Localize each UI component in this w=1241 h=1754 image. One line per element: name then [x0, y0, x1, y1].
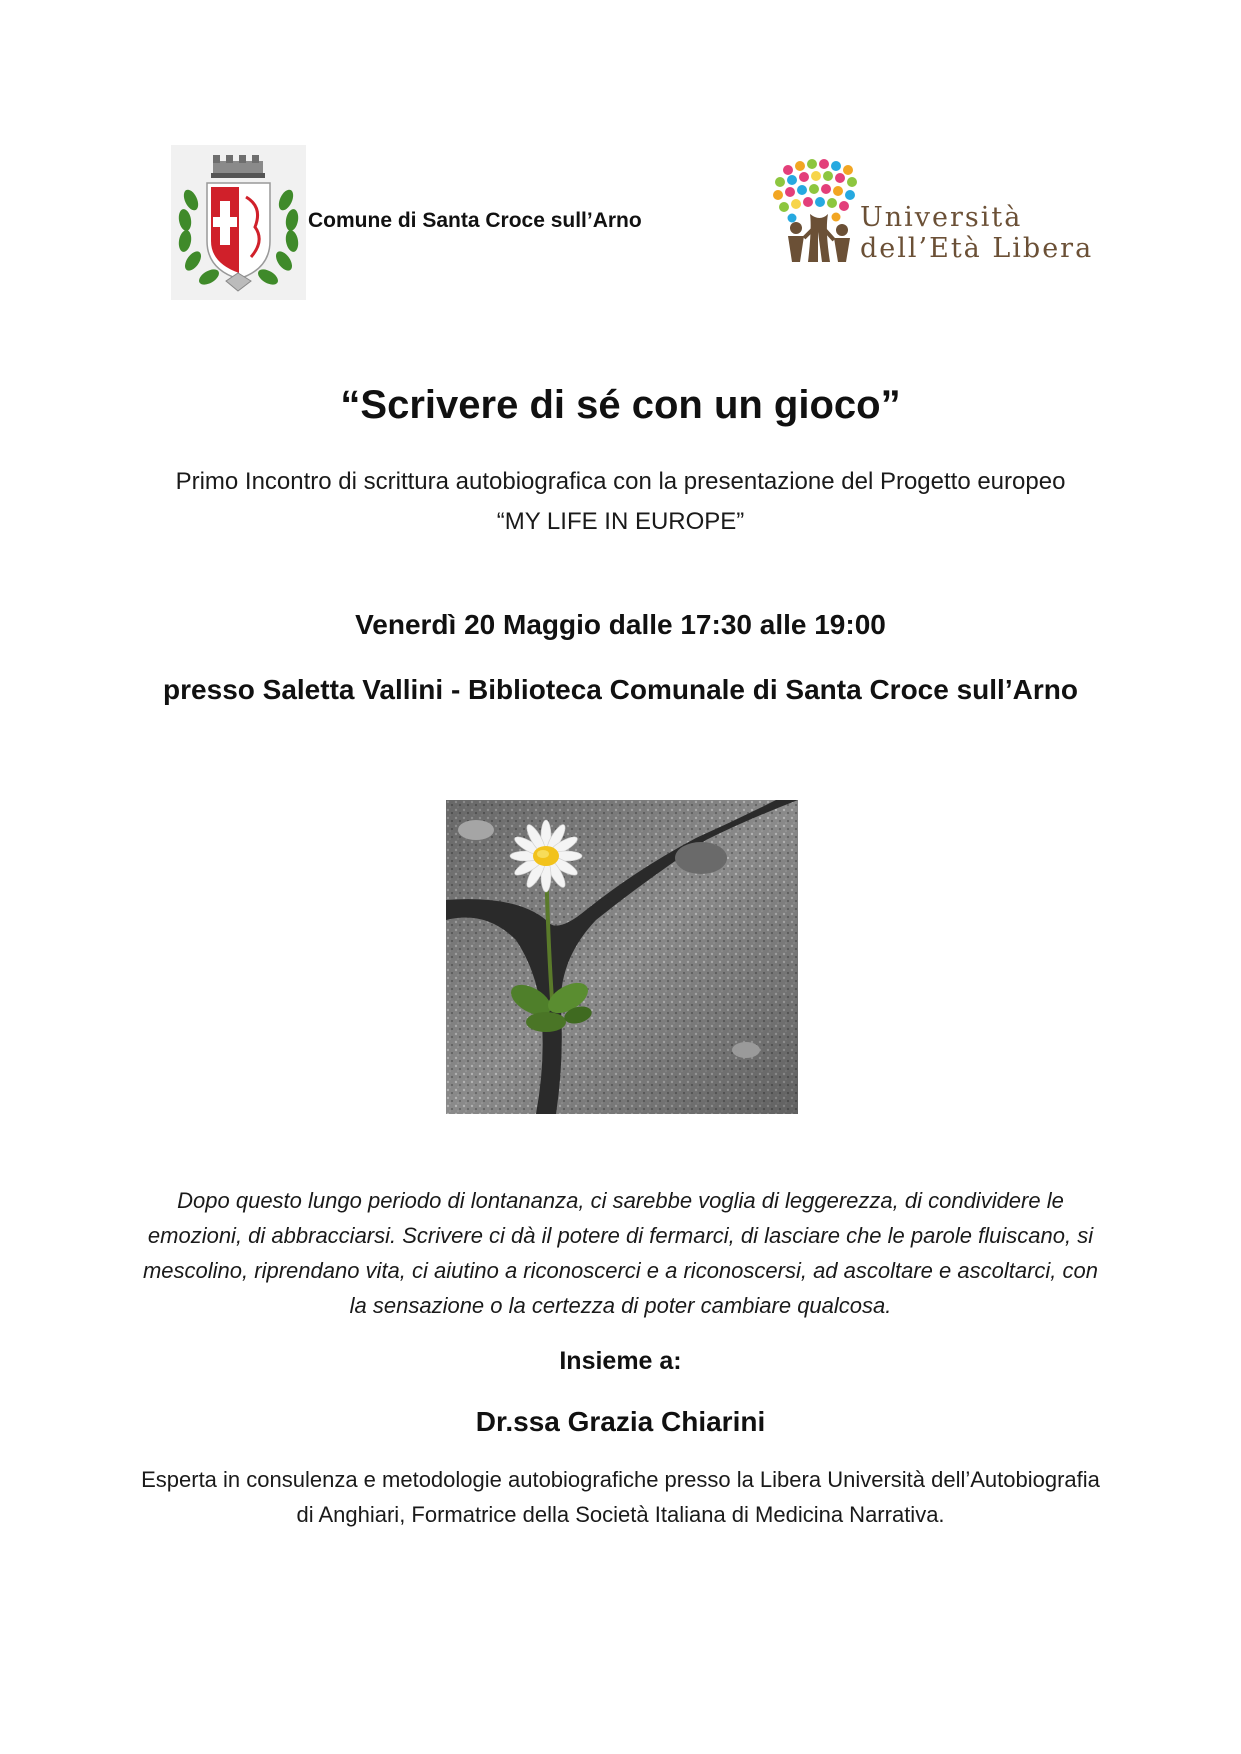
uel-wordmark — [860, 202, 1093, 264]
event-title: “Scrivere di sé con un gioco” — [340, 383, 901, 427]
tree-logo — [770, 158, 866, 264]
comune-label: Comune di Santa Croce sull’Arno — [308, 209, 642, 232]
subtitle-line1: Primo Incontro di scrittura autobiografica con la presentazione del Progetto europeo — [175, 468, 1066, 495]
bio-line2: di Anghiari, Formatrice della Società Italiana di Medicina Narrativa. — [296, 1502, 945, 1527]
uel-line1: Università — [860, 202, 1023, 233]
description-line3: mescolino, riprendano vita, ci aiutino a riconoscerci e a riconoscersi, ad ascoltare e ascoltarci, con — [142, 1258, 1098, 1283]
description-line4: la sensazione o la certezza di poter cambiare qualcosa. — [349, 1293, 892, 1318]
description-line1: Dopo questo lungo periodo di lontananza, ci sarebbe voglia di leggerezza, di condividere le — [177, 1188, 1064, 1213]
bio-line1: Esperta in consulenza e metodologie autobiografiche presso la Libera Università dell’Autobiografia — [141, 1467, 1100, 1492]
event-description — [105, 1183, 1136, 1323]
event-subtitle — [0, 462, 1241, 542]
event-place: presso Saletta Vallini - Biblioteca Comunale di Santa Croce sull’Arno — [163, 674, 1078, 705]
speaker-name: Dr.ssa Grazia Chiarini — [475, 1406, 766, 1437]
daisy-photo — [446, 800, 798, 1114]
description-line2: emozioni, di abbracciarsi. Scrivere ci dà il potere di fermarci, di lasciare che le parole fluiscano, si — [147, 1223, 1094, 1248]
uel-line2: dell’Età Libera — [860, 233, 1094, 264]
together-label: Insieme a: — [559, 1347, 682, 1375]
event-date: Venerdì 20 Maggio dalle 17:30 alle 19:00 — [355, 609, 886, 640]
coat-of-arms-logo — [171, 145, 306, 300]
subtitle-line2: “MY LIFE IN EUROPE” — [496, 508, 745, 535]
speaker-bio — [105, 1462, 1136, 1532]
